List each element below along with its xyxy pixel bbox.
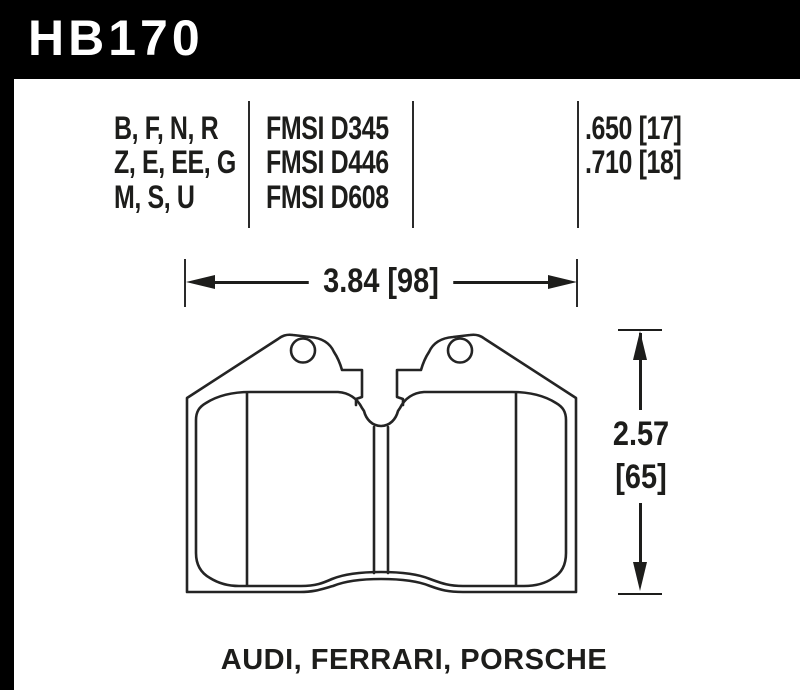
fmsi-row-3: FMSI D608 xyxy=(266,179,389,215)
fmsi-row-2: FMSI D446 xyxy=(266,144,389,180)
mounting-hole-right xyxy=(448,339,472,363)
thickness-row-1: .650 [17] xyxy=(585,110,682,146)
table-divider-1 xyxy=(248,101,250,228)
table-divider-3 xyxy=(577,101,579,228)
part-number: HB170 xyxy=(28,10,204,66)
mounting-hole-left xyxy=(291,339,315,363)
arrow-right-icon xyxy=(548,275,577,289)
table-divider-2 xyxy=(412,101,414,228)
width-dimension-label: 3.84 [98] xyxy=(309,265,454,298)
arrow-down-icon xyxy=(633,562,647,591)
compounds-row-3: M, S, U xyxy=(114,179,195,215)
height-extension-line-bottom xyxy=(618,593,662,595)
arrow-up-icon xyxy=(633,331,647,360)
height-dimension-label-mm: [65] xyxy=(615,458,667,496)
left-edge-strip xyxy=(0,0,14,690)
height-dimension-label-inches: 2.57 xyxy=(612,415,670,453)
compounds-row-1: B, F, N, R xyxy=(114,110,219,146)
arrow-left-icon xyxy=(186,275,215,289)
height-dimension-line-lower xyxy=(639,503,642,563)
thickness-row-2: .710 [18] xyxy=(585,144,682,180)
backing-plate-outline xyxy=(187,335,576,592)
compounds-row-2: Z, E, EE, G xyxy=(114,144,236,180)
applications-text: AUDI, FERRARI, PORSCHE xyxy=(220,644,608,676)
brake-pad-drawing xyxy=(170,325,590,600)
fmsi-row-1: FMSI D345 xyxy=(266,110,389,146)
friction-pad-outline xyxy=(196,392,566,586)
